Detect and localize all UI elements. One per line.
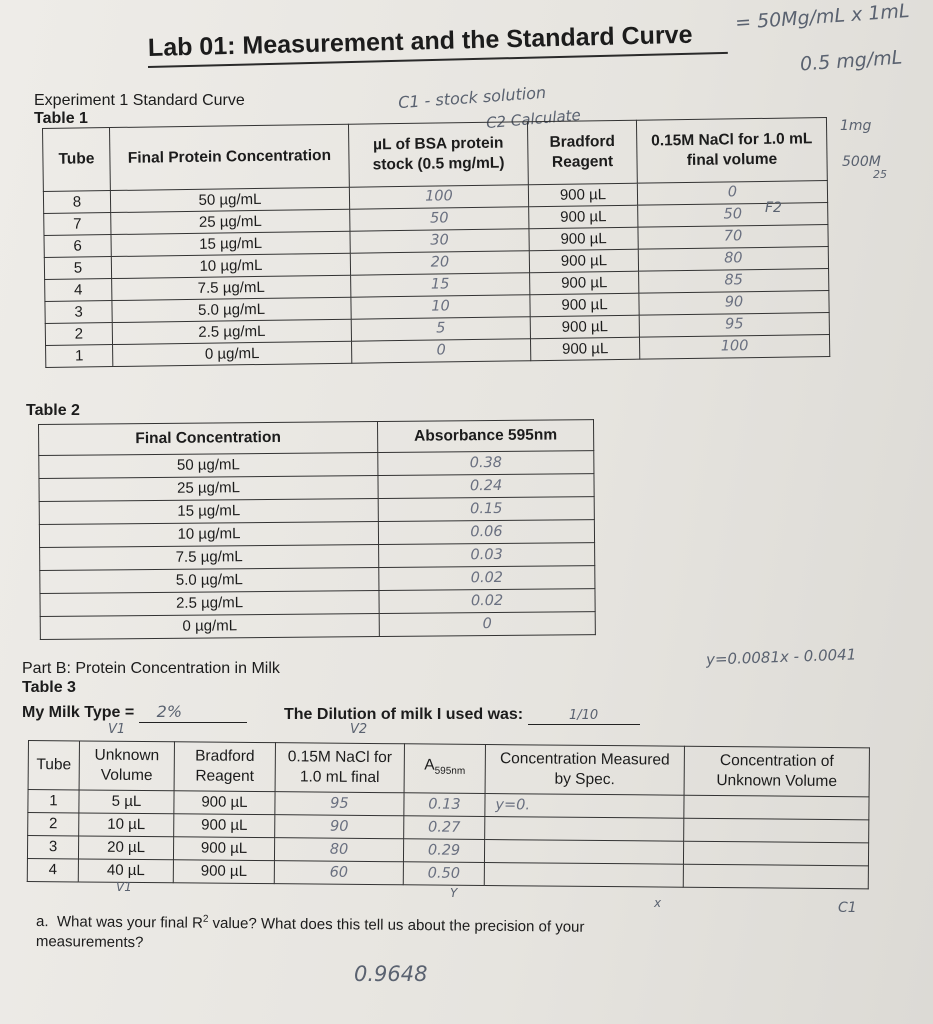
annotation-side-3: 25 <box>873 168 887 181</box>
table-1 <box>42 117 830 368</box>
annotation-top-right-1: = 50Mg/mL x 1mL <box>734 0 911 35</box>
t1-conc: 10 µg/mL <box>111 253 350 278</box>
t1-conc: 15 µg/mL <box>111 231 350 256</box>
t2-header-final-conc: Final Concentration <box>39 422 378 456</box>
question-a <box>36 908 696 959</box>
annotation-v1-bottom: V1 <box>116 880 132 894</box>
t3-bradford: 900 µL <box>173 837 274 861</box>
t1-tube: 1 <box>46 345 113 368</box>
annotation-f2: F2 <box>765 200 782 216</box>
t1-conc: 50 µg/mL <box>110 187 349 212</box>
t2-abs: 0.06 <box>378 520 594 545</box>
t3-unknown <box>683 841 868 866</box>
t1-conc: 7.5 µg/mL <box>112 275 351 300</box>
t3-bradford: 900 µL <box>174 814 275 838</box>
annotation-c1: C1 <box>838 900 857 916</box>
t3-spec: y=0. <box>485 793 684 818</box>
t1-header-final-conc: Final Protein Concentration <box>110 124 350 190</box>
t3-header-spec: Concentration Measured by Spec. <box>485 744 684 795</box>
t1-nacl: 80 <box>638 247 828 272</box>
t3-unknown <box>684 795 869 820</box>
milk-type-blank <box>139 702 247 723</box>
annotation-side-1: 1mg <box>840 118 872 134</box>
t2-abs: 0.02 <box>379 589 595 614</box>
t3-nacl: 80 <box>274 838 403 862</box>
t3-unknown <box>683 864 868 889</box>
milk-type-value: 2% <box>156 702 183 721</box>
t1-bradford: 900 µL <box>529 205 638 229</box>
t3-header-a-subscript: 595nm <box>434 765 466 777</box>
t3-tube: 2 <box>28 813 79 836</box>
t1-bradford: 900 µL <box>530 271 639 295</box>
t3-bradford: 900 µL <box>173 860 274 884</box>
annotation-calc-note: C2 Calculate <box>485 105 582 133</box>
experiment-heading: Experiment 1 Standard Curve <box>34 92 245 109</box>
t1-bsa: 5 <box>351 317 530 341</box>
t1-conc: 5.0 µg/mL <box>112 297 351 322</box>
t3-spec <box>484 862 683 887</box>
dilution-blank <box>528 706 640 725</box>
part-b-heading: Part B: Protein Concentration in Milk <box>22 660 280 677</box>
t1-bradford: 900 µL <box>529 249 638 273</box>
t3-header-bradford: Bradford Reagent <box>174 742 275 792</box>
t1-bsa: 10 <box>351 295 530 319</box>
dilution-row <box>284 706 640 725</box>
t1-tube: 8 <box>43 191 110 214</box>
t1-bradford: 900 µL <box>530 315 639 339</box>
t1-bsa: 30 <box>350 229 529 253</box>
t1-tube: 6 <box>44 235 111 258</box>
t3-abs: 0.13 <box>404 793 485 817</box>
milk-type-label: My Milk Type = <box>22 704 135 721</box>
t1-tube: 7 <box>44 213 111 236</box>
question-a-superscript: 2 <box>202 913 209 925</box>
t3-abs: 0.27 <box>404 816 485 840</box>
t3-vol: 5 µL <box>79 790 174 814</box>
t3-abs: 0.50 <box>403 862 484 886</box>
t1-bsa: 100 <box>349 185 528 209</box>
t3-header-unknown-conc: Concentration of Unknown Volume <box>684 746 869 797</box>
t1-nacl: 0 <box>637 181 827 206</box>
annotation-x: x <box>654 896 662 910</box>
question-a-text-1: What was your final R <box>56 913 203 932</box>
t3-tube: 1 <box>28 790 79 813</box>
t2-conc: 5.0 µg/mL <box>40 568 379 594</box>
dilution-label: The Dilution of milk I used was: <box>284 706 524 723</box>
t3-abs: 0.29 <box>403 839 484 863</box>
annotation-y: Y <box>450 886 458 900</box>
t1-bsa: 15 <box>351 273 530 297</box>
t1-nacl: 50 <box>638 203 828 228</box>
t3-bradford: 900 µL <box>174 791 275 815</box>
t1-conc: 2.5 µg/mL <box>112 319 351 344</box>
t3-header-a595 <box>404 744 485 794</box>
t1-tube: 2 <box>45 323 112 346</box>
table1-label: Table 1 <box>34 110 88 127</box>
table2-label: Table 2 <box>26 402 80 419</box>
t1-tube: 4 <box>45 279 112 302</box>
t1-nacl: 70 <box>638 225 828 250</box>
annotation-v2: V2 <box>350 722 368 737</box>
t1-bradford: 900 µL <box>529 227 638 251</box>
t1-conc: 25 µg/mL <box>111 209 350 234</box>
t1-header-nacl: 0.15M NaCl for 1.0 mL final volume <box>636 118 827 184</box>
t1-bsa: 0 <box>352 339 531 363</box>
t2-abs: 0 <box>379 612 595 637</box>
annotation-top-right-2: 0.5 mg/mL <box>799 46 903 76</box>
annotation-stock-note: C1 - stock solution <box>397 82 547 113</box>
t2-abs: 0.38 <box>378 451 594 476</box>
t3-header-tube: Tube <box>28 741 79 790</box>
t1-conc: 0 µg/mL <box>113 341 352 366</box>
t3-header-nacl: 0.15M NaCl for 1.0 mL final <box>275 743 404 793</box>
t1-nacl: 100 <box>639 335 829 360</box>
question-a-text-2: value? What does this tell us about the precision of your measurements? <box>35 914 585 952</box>
t1-bradford: 900 µL <box>530 293 639 317</box>
t2-abs: 0.02 <box>379 566 595 591</box>
t2-conc: 0 µg/mL <box>40 614 379 640</box>
t2-abs: 0.03 <box>379 543 595 568</box>
t3-spec <box>484 839 683 864</box>
t1-bradford: 900 µL <box>530 337 639 361</box>
t1-nacl: 90 <box>639 291 829 316</box>
t3-vol: 20 µL <box>78 836 173 860</box>
page-title: Lab 01: Measurement and the Standard Curve <box>147 20 693 62</box>
dilution-value: 1/10 <box>568 708 599 723</box>
t2-conc: 2.5 µg/mL <box>40 591 379 617</box>
t3-unknown <box>684 818 869 843</box>
t3-vol: 40 µL <box>78 859 173 883</box>
t3-nacl: 95 <box>275 792 404 816</box>
t2-conc: 7.5 µg/mL <box>40 545 379 571</box>
t3-tube: 3 <box>27 836 78 859</box>
t1-header-bsa: µL of BSA protein stock (0.5 mg/mL) <box>348 122 528 187</box>
table-2 <box>38 419 596 640</box>
t2-conc: 15 µg/mL <box>39 499 378 525</box>
question-a-answer: 0.9648 <box>354 962 428 986</box>
t1-header-tube: Tube <box>43 128 111 192</box>
question-a-marker: a. <box>36 913 49 931</box>
table-row <box>40 612 595 640</box>
t1-bsa: 50 <box>350 207 529 231</box>
t2-conc: 50 µg/mL <box>39 453 378 479</box>
t2-abs: 0.24 <box>378 474 594 499</box>
t2-header-absorbance: Absorbance 595nm <box>377 420 593 453</box>
t1-bsa: 20 <box>350 251 529 275</box>
t3-header-a-letter: A <box>424 756 435 774</box>
table-3 <box>27 740 870 889</box>
table3-label: Table 3 <box>22 679 76 696</box>
t3-spec <box>485 816 684 841</box>
t1-nacl: 85 <box>639 269 829 294</box>
t1-bradford: 900 µL <box>528 183 637 207</box>
t2-abs: 0.15 <box>378 497 594 522</box>
t3-nacl: 90 <box>275 815 404 839</box>
t3-vol: 10 µL <box>79 813 174 837</box>
milk-type-row <box>22 702 247 723</box>
t3-nacl: 60 <box>274 861 403 885</box>
t1-header-bradford: Bradford Reagent <box>527 120 637 185</box>
t1-tube: 3 <box>45 301 112 324</box>
t1-nacl: 95 <box>639 313 829 338</box>
annotation-v1: V1 <box>108 722 126 737</box>
t3-tube: 4 <box>27 858 78 881</box>
annotation-side-2: 500M <box>842 154 881 170</box>
t2-conc: 10 µg/mL <box>39 522 378 548</box>
t3-header-unknown-volume: Unknown Volume <box>79 741 174 791</box>
t2-conc: 25 µg/mL <box>39 476 378 502</box>
t1-tube: 5 <box>44 257 111 280</box>
annotation-equation: y=0.0081x - 0.0041 <box>705 645 857 669</box>
